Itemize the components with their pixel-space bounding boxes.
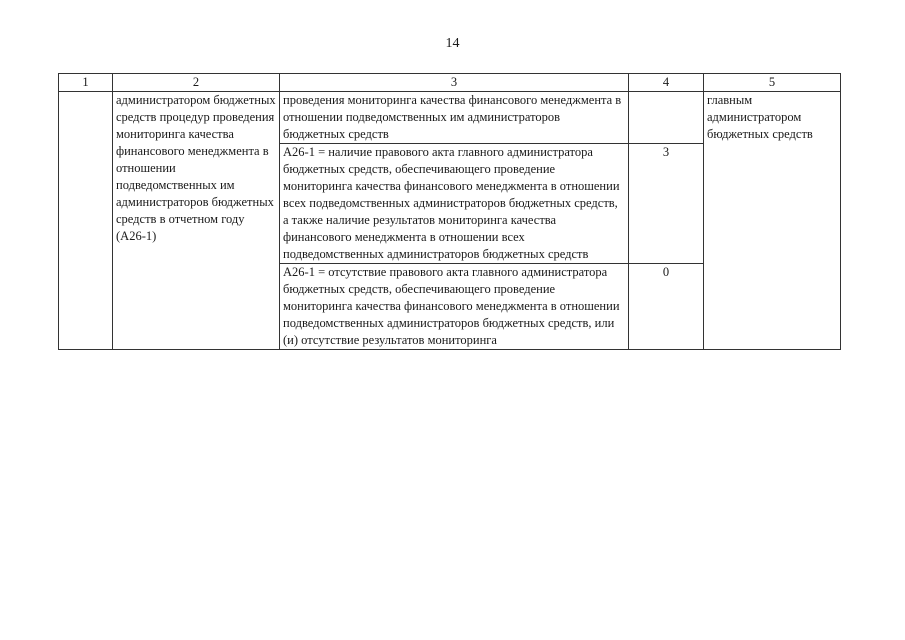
header-col-1: 1 xyxy=(59,74,113,92)
cell-col-5: главным администратором бюджетных средств xyxy=(704,92,841,350)
page-number: 14 xyxy=(445,36,460,51)
criterion-cell: А26-1 = отсутствие правового акта главного администратора бюджетных средств, обеспечивающего проведение мониторинга качества финансового менеджмента в отношении подведомственных администраторов бюджетных средств, или (и) отсутствие результатов мониторинга xyxy=(280,264,629,350)
header-col-3: 3 xyxy=(280,74,629,92)
criterion-cell: проведения мониторинга качества финансового менеджмента в отношении подведомственных им администраторов бюджетных средств xyxy=(280,92,629,144)
cell-col-1 xyxy=(59,92,113,350)
header-col-2: 2 xyxy=(113,74,280,92)
criteria-table xyxy=(58,73,841,350)
table-header-row xyxy=(59,74,841,92)
header-col-5: 5 xyxy=(704,74,841,92)
score-cell xyxy=(629,92,704,144)
score-cell: 3 xyxy=(629,144,704,264)
cell-col-2: администратором бюджетных средств процедур проведения мониторинга качества финансового менеджмента в отношении подведомственных им администраторов бюджетных средств в отчетном году (А26-1) xyxy=(113,92,280,350)
criterion-cell: А26-1 = наличие правового акта главного администратора бюджетных средств, обеспечивающего проведение мониторинга качества финансового менеджмента в отношении всех подведомственных администраторов бюджетных средств, а также наличие результатов мониторинга качества финансового менеджмента в отношении всех подведомственных администраторов бюджетных средств xyxy=(280,144,629,264)
header-col-4: 4 xyxy=(629,74,704,92)
table-row xyxy=(59,92,841,144)
score-cell: 0 xyxy=(629,264,704,350)
